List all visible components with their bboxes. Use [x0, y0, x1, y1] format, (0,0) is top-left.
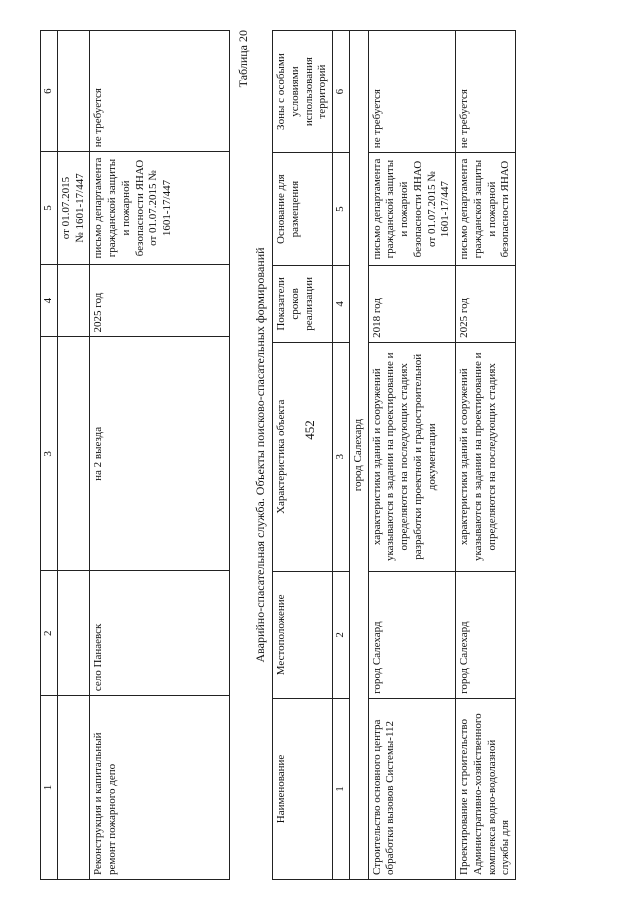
table-rescue-objects — [272, 30, 516, 880]
cell-basis: письмо департамента гражданской защиты и пожарной безопасности ЯНАО — [456, 153, 516, 266]
column-number-row — [333, 31, 350, 880]
header-basis: Основание для размещения — [273, 153, 333, 266]
col-number: 5 — [333, 153, 350, 266]
col-number: 2 — [333, 571, 350, 698]
col-number: 1 — [333, 698, 350, 879]
header-name: Наименование — [273, 698, 333, 879]
col-number: 3 — [333, 342, 350, 571]
col-number: 4 — [333, 266, 350, 343]
col-number: 2 — [41, 571, 58, 696]
col-number: 1 — [41, 696, 58, 880]
cell-characteristic: характеристики зданий и сооружений указываются в задании на проектирование и определяются на последующих стадиях — [456, 342, 516, 571]
cell-basis: письмо департамента гражданской защиты и пожарной безопасности ЯНАО от 01.07.2015 № 1601-17/447 — [90, 152, 230, 265]
column-number-row — [41, 31, 58, 880]
cell-name: Строительство основного центра обработки вызовов Системы-112 — [368, 698, 456, 879]
table-row — [90, 31, 230, 880]
rotated-page-content — [40, 30, 600, 880]
table-row — [368, 31, 456, 880]
page-number: 452 — [301, 420, 317, 440]
cell-name: Реконструкция и капитальный ремонт пожарного депо — [90, 696, 230, 880]
header-row — [273, 31, 333, 880]
cell-zones: не требуется — [456, 31, 516, 153]
col-number: 5 — [41, 152, 58, 265]
table-caption: Аварийно-спасательная служба. Объекты поисково-спасательных формирований — [253, 247, 267, 663]
cell-basis: письмо департамента гражданской защиты и пожарной безопасности ЯНАО от 01.07.2015 № 1601-17/447 — [368, 153, 456, 266]
section-row — [349, 31, 368, 880]
header-location: Местоположение — [273, 571, 333, 698]
table-label: Таблица 20 — [236, 30, 250, 88]
cell-term: 2025 год — [90, 264, 230, 337]
cell-characteristic: на 2 выезда — [90, 337, 230, 571]
cell-characteristic: характеристики зданий и сооружений указываются в задании на проектирование и определяются на последующих стадиях разработки проектной и градостроительной документации — [368, 342, 456, 571]
header-term: Показатели сроков реализации — [273, 266, 333, 343]
col-number: 4 — [41, 264, 58, 337]
cell-zones: не требуется — [368, 31, 456, 153]
section-title: город Салехард — [349, 31, 368, 880]
header-characteristic: Характеристика объекта — [273, 342, 333, 571]
cell-term: 2025 год — [456, 266, 516, 343]
cell-name: Проектирование и строительство Административно-хозяйственного комплекса водно-водолазной службы для — [456, 698, 516, 879]
cell-location: село Панаевск — [90, 571, 230, 696]
table-row — [57, 31, 90, 880]
col-number: 3 — [41, 337, 58, 571]
header-zones: Зоны с особыми условиями использования территорий — [273, 31, 333, 153]
cell-zones: не требуется — [90, 31, 230, 152]
table-continuation — [40, 30, 230, 880]
cell-basis: от 01.07.2015 № 1601-17/447 — [57, 152, 90, 265]
col-number: 6 — [333, 31, 350, 153]
cell-term: 2018 год — [368, 266, 456, 343]
table-row — [456, 31, 516, 880]
cell-location: город Салехард — [456, 571, 516, 698]
cell-location: город Салехард — [368, 571, 456, 698]
col-number: 6 — [41, 31, 58, 152]
